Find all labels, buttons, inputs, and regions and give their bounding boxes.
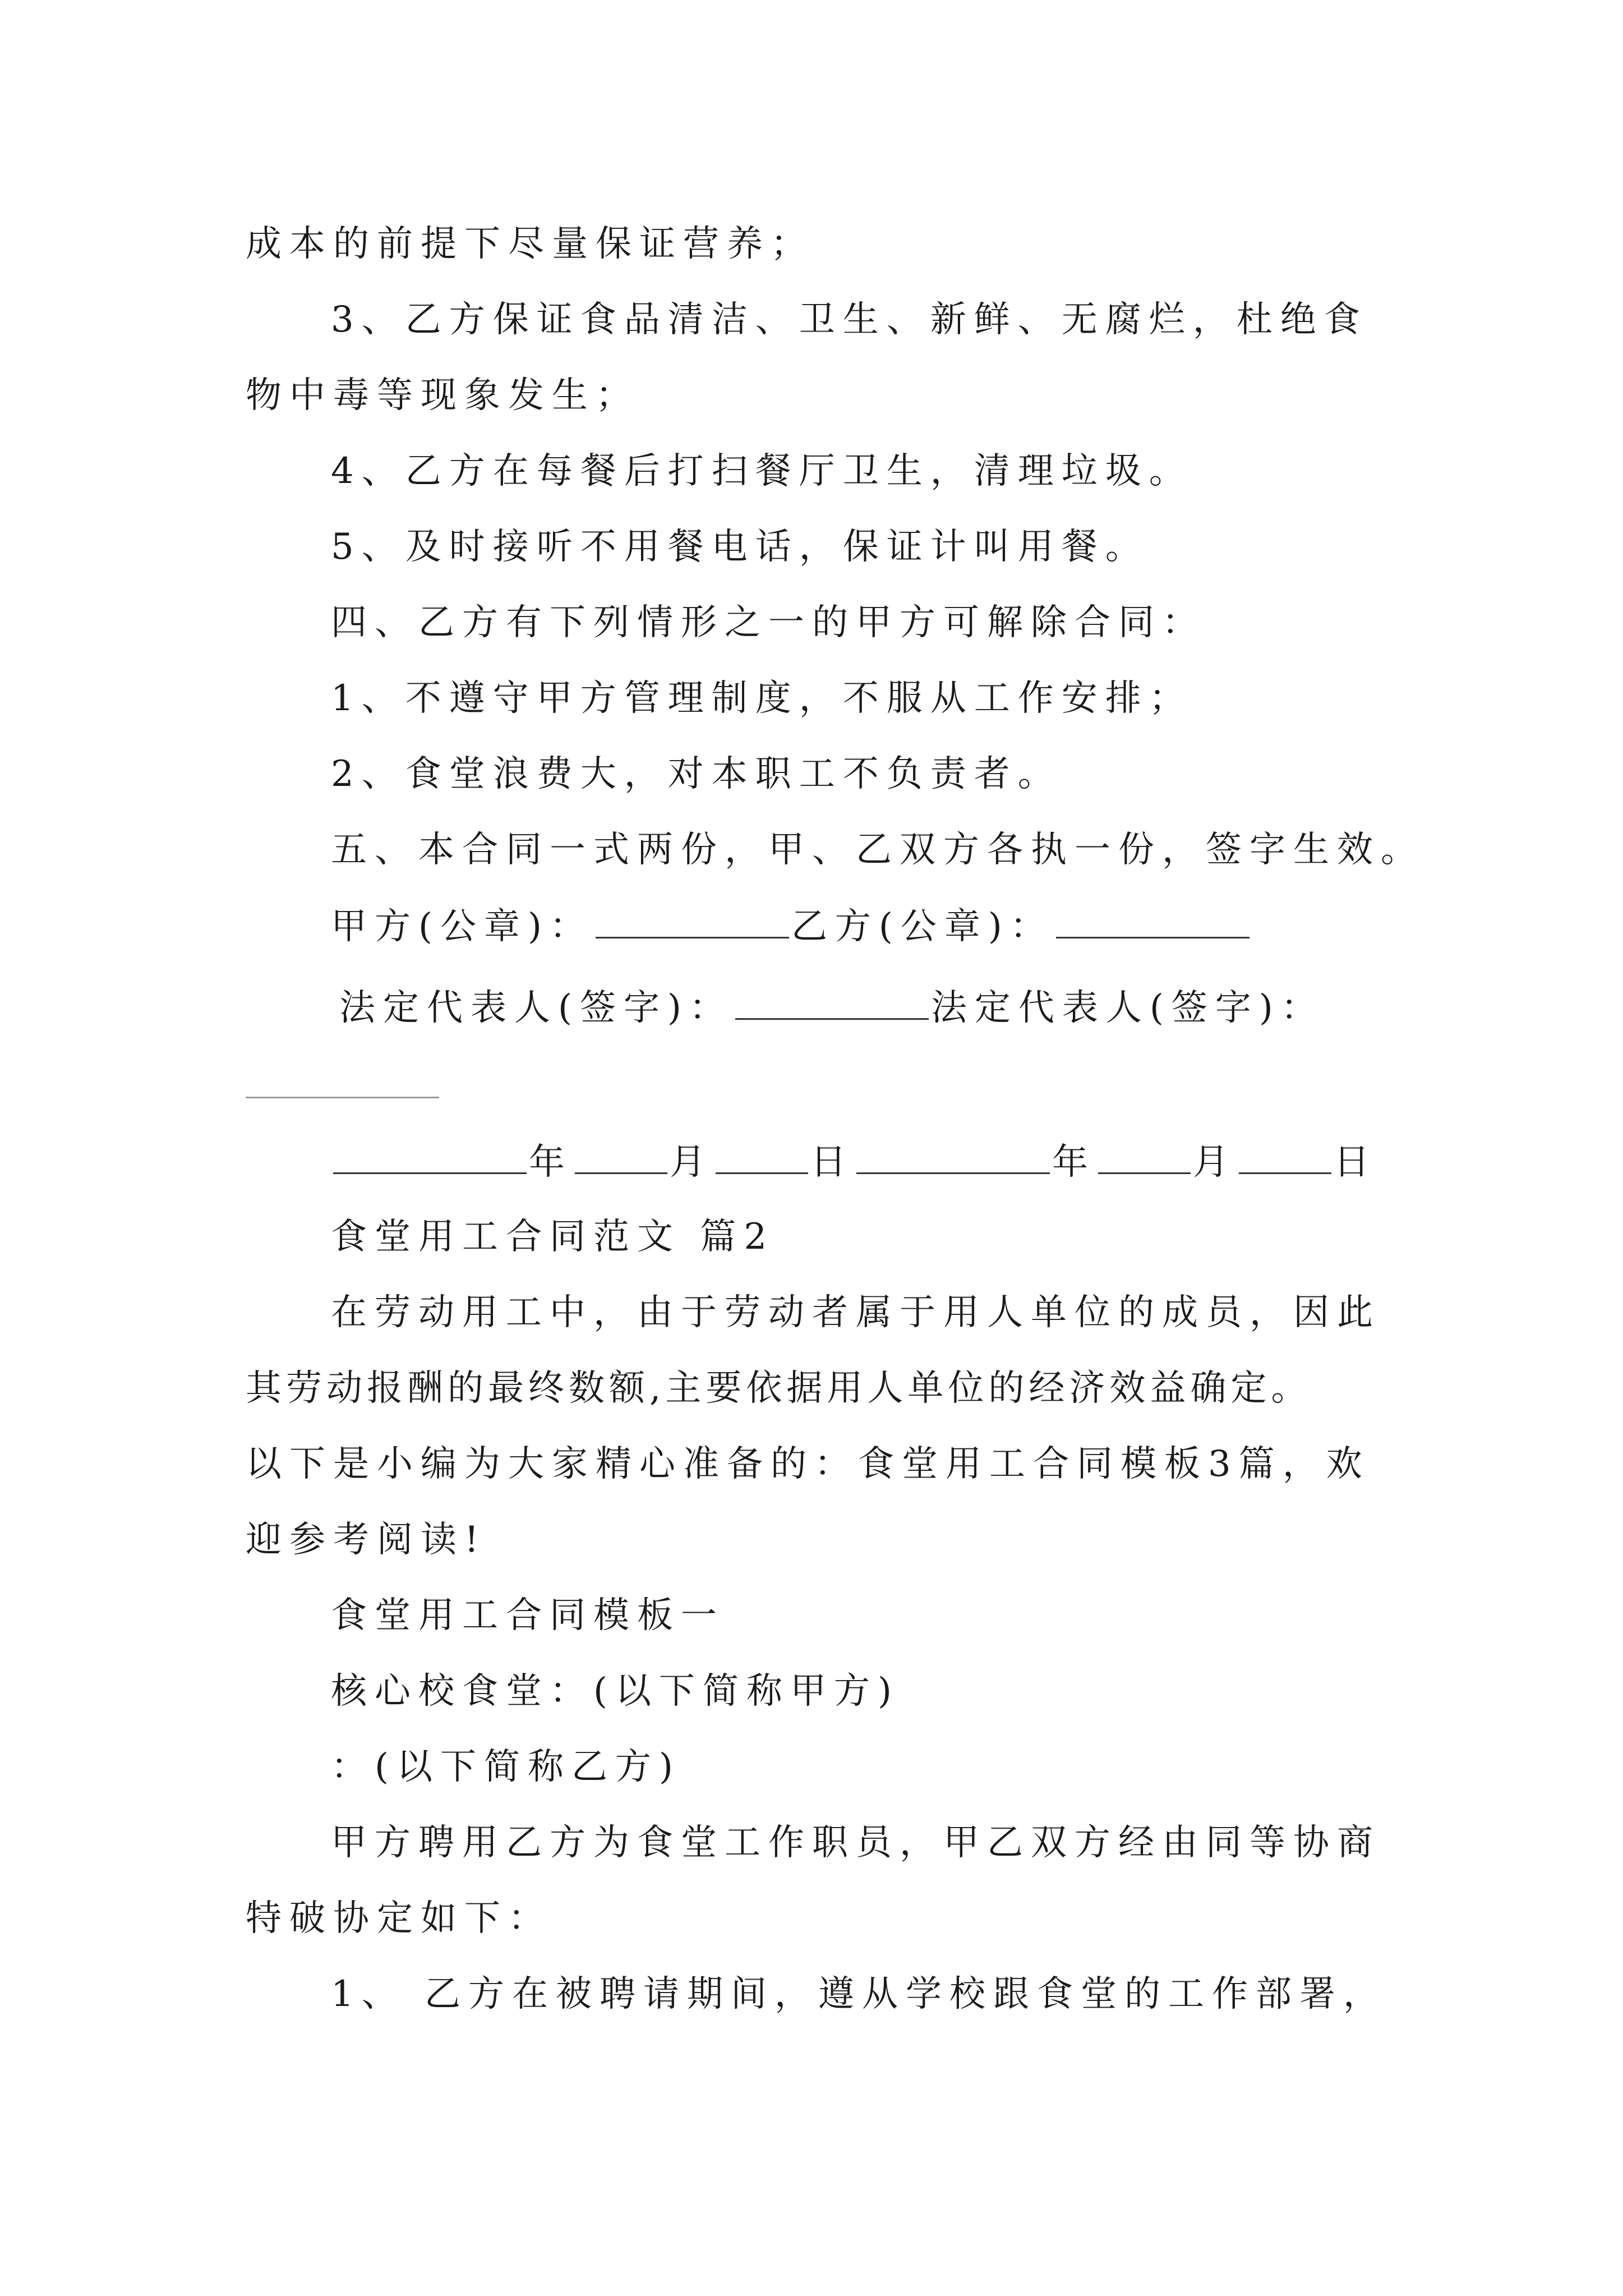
party-b-rep-blank: [246, 1097, 439, 1098]
text-line: 甲方聘用乙方为食堂工作职员，甲乙双方经由同等协商: [331, 1822, 1381, 1864]
text-line: 1、 乙方在被聘请期间，遵从学校跟食堂的工作部署，: [331, 1973, 1387, 2015]
party-b-rep-label: 法定代表人(签字)：: [930, 987, 1325, 1029]
section-heading: 食堂用工合同范文 篇2: [331, 1216, 775, 1258]
text-line: 五、本合同一式两份，甲、乙双方各执一份，签字生效。: [331, 829, 1424, 871]
date-month-blank-a: [575, 1139, 667, 1174]
party-a-seal-blank: [596, 903, 789, 938]
party-a-rep-blank: [735, 984, 929, 1020]
date-day-blank-b: [1239, 1139, 1331, 1174]
text-line: 成本的前提下尽量保证营养；: [246, 223, 814, 265]
text-line: 在劳动用工中，由于劳动者属于用人单位的成员，因此: [331, 1292, 1381, 1333]
text-line: 四、乙方有下列情形之一的甲方可解除合同：: [331, 602, 1206, 643]
text-line: 特破协定如下：: [246, 1898, 552, 1939]
party-a-rep-label: 法定代表人(签字)：: [339, 987, 733, 1029]
signature-seal-line: [331, 903, 1252, 949]
text-line: ：(以下简称乙方): [331, 1746, 681, 1788]
party-a-seal-label: 甲方(公章)：: [331, 906, 593, 947]
date-year-blank-a: [333, 1139, 527, 1174]
text-line: 1、不遵守甲方管理制度，不服从工作安排；: [331, 678, 1193, 719]
template-heading: 食堂用工合同模板一: [331, 1595, 725, 1636]
date-month-blank-b: [1098, 1139, 1191, 1174]
date-year-label: 年: [529, 1142, 573, 1183]
text-line: 其劳动报酬的最终数额,主要依据用人单位的经济效益确定。: [246, 1368, 1312, 1409]
date-month-label: 月: [1193, 1142, 1237, 1183]
signature-rep-line: [339, 984, 1325, 1030]
text-line: 2、食堂浪费大，对本职工不负责者。: [331, 753, 1062, 795]
text-line: 以下是小编为大家精心准备的：食堂用工合同模板3篇，欢: [246, 1443, 1370, 1485]
date-year-label: 年: [1052, 1142, 1096, 1183]
text-line: 核心校食堂：(以下简称甲方): [331, 1671, 900, 1712]
text-line: 物中毒等现象发生；: [246, 375, 639, 416]
text-line: 迎参考阅读!: [246, 1519, 487, 1561]
date-year-blank-b: [856, 1139, 1050, 1174]
date-day-label: 日: [1334, 1142, 1377, 1183]
party-b-seal-blank: [1056, 903, 1249, 938]
date-line: [331, 1139, 1377, 1185]
text-line: 4、乙方在每餐后打扫餐厅卫生，清理垃圾。: [331, 450, 1193, 492]
party-b-seal-label: 乙方(公章)：: [791, 906, 1054, 947]
date-month-label: 月: [670, 1142, 713, 1183]
text-line: 5、及时接听不用餐电话，保证计叫用餐。: [331, 526, 1149, 568]
date-day-blank-a: [716, 1139, 808, 1174]
text-line: 3、乙方保证食品清洁、卫生、新鲜、无腐烂，杜绝食: [331, 299, 1368, 341]
date-day-label: 日: [810, 1142, 854, 1183]
